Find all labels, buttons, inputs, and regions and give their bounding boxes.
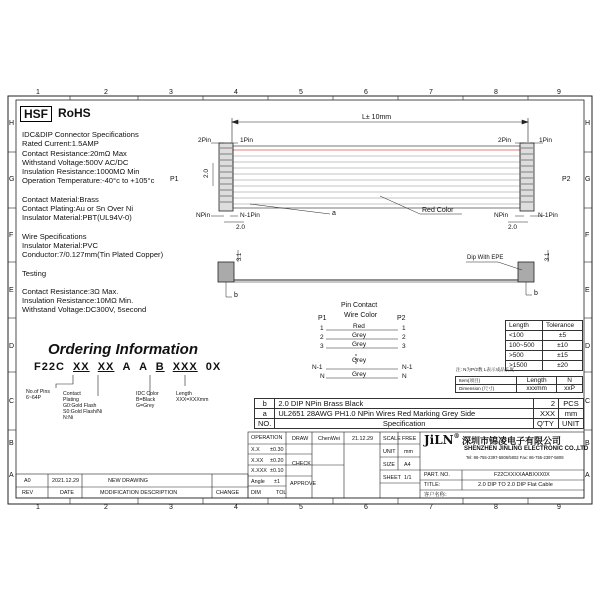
label-p1-2pin: 2Pin (198, 137, 212, 144)
tb-xxxx-tol: ±0.10 (270, 468, 284, 474)
row-label: B (9, 440, 14, 447)
note-line: 注: N为P/2数 L表示成品长度 (456, 367, 514, 372)
table-header: Specification (275, 419, 534, 429)
spec-line: Insulation Resistance:10MΩ Min. (22, 296, 134, 306)
table-cell: xxxmm (517, 385, 557, 393)
table-header: NO. (255, 419, 275, 429)
table-header: Length (506, 321, 543, 331)
code-part: B (155, 361, 165, 373)
row-label: A (9, 472, 14, 479)
pin-right: 3 (402, 343, 406, 350)
col-label: 7 (429, 504, 433, 511)
tb-sheet-val: 1/1 (404, 475, 412, 481)
spec-line: Insulator Material:PBT(UL94V-0) (22, 213, 132, 223)
tb-scale: SCALE (383, 436, 401, 442)
col-label: 1 (36, 504, 40, 511)
tb-drawer: ChenWei (318, 436, 341, 442)
row-label: H (585, 120, 591, 127)
col-label: 9 (557, 89, 561, 96)
bom-id: a (255, 409, 275, 419)
table-cell: N (557, 377, 583, 385)
drawing-title: 2.0 DIP TO 2.0 DIP Flat Cable (478, 482, 553, 488)
row-label: G (585, 176, 591, 183)
pin-left: 2 (320, 334, 324, 341)
row-label: C (585, 398, 591, 405)
label-p1: P1 (170, 176, 179, 183)
wire-color: Red (353, 323, 365, 330)
spec-line: IDC&DIP Connector Specifications (22, 130, 139, 139)
col-label: 8 (494, 89, 498, 96)
bom-id: b (255, 399, 275, 409)
table-header: Q'TY (534, 419, 559, 429)
legend-color: IDC Color B=Black G=Grey (136, 391, 159, 409)
col-label: 9 (557, 504, 561, 511)
wire-color: Grey (352, 332, 367, 339)
tb-unit: UNIT (383, 449, 396, 455)
rev-date: 2021.12.29 (52, 478, 79, 484)
table-cell: Length (517, 377, 557, 385)
table-cell: Dimension (尺寸) (456, 385, 517, 393)
code-part: XX (72, 361, 90, 373)
spec-line: Testing (22, 268, 47, 278)
row-label: A (585, 472, 590, 479)
bom-unit: PCS (559, 399, 584, 409)
spec-line: Insulation Resistance:1000MΩ Min (22, 167, 140, 177)
wire-color: Grey (352, 357, 367, 364)
pin-left: 1 (320, 325, 324, 332)
label-dip-with-epe: Dip With EPE (467, 255, 504, 261)
bom-desc: UL2651 28AWG PH1.0 NPin Wires Red Marking Grey Side (275, 409, 534, 419)
rev-header: REV (22, 490, 34, 496)
rev-header: DIM (251, 490, 261, 496)
code-part: XXX (172, 361, 198, 373)
tb-draw: DRAW (292, 436, 309, 442)
label-b-left: b (234, 292, 238, 299)
pin-right: 1 (402, 325, 406, 332)
dim-length: L± 10mm (362, 114, 392, 121)
part-no-label: PART. NO. (424, 472, 450, 478)
col-label: 4 (234, 504, 238, 511)
dim-pitch-bottom-right: 2.0 (508, 224, 518, 231)
company-logo: JiLN® (424, 433, 460, 447)
tb-size: SIZE (383, 462, 395, 468)
label-p2-2pin: 2Pin (498, 137, 512, 144)
col-label: 3 (169, 89, 173, 96)
legend-pins: No.of Pins 6~64P (26, 389, 50, 401)
code-part: 0X (205, 361, 222, 373)
spec-line: Operation Temperature:-40°c to +105°c (22, 176, 155, 186)
row-label: F (585, 232, 590, 239)
col-label: 5 (299, 89, 303, 96)
label-b-right: b (534, 290, 538, 297)
spec-line: Insulator Material:PVC (22, 240, 98, 250)
rev-desc: NEW DRAWING (108, 478, 148, 484)
pin-left: N-1 (312, 364, 323, 371)
tb-free: FREE (402, 436, 417, 442)
table-cell: 100~500 (506, 341, 543, 351)
table-cell: ±5 (542, 331, 582, 341)
code-part: A (139, 361, 148, 373)
table-cell: <100 (506, 331, 543, 341)
rev-header: MODIFICATION DESCRIPTION (100, 490, 178, 496)
spec-line: Withstand Voltage:DC300V, 5second (22, 305, 147, 315)
spec-line: Contact Resistance:20mΩ Max (22, 148, 127, 158)
tb-size-val: A4 (404, 462, 411, 468)
ordering-title: Ordering Information (48, 341, 198, 358)
dim-height-right: 3.1 (545, 252, 552, 262)
dim-height-left: 3.1 (237, 252, 244, 262)
bom-qty: 2 (534, 399, 559, 409)
pinout-title-2: Wire Color (344, 312, 378, 319)
label-p2-1pin: 1Pin (539, 137, 553, 144)
hsf-badge: HSF (20, 106, 52, 122)
pinout-p2: P2 (397, 315, 406, 322)
col-label: 5 (299, 504, 303, 511)
label-p1-1pin: 1Pin (240, 137, 254, 144)
spec-line: Contact Plating:Au or Sn Over Ni (22, 204, 134, 214)
rev-header: CHANGE (216, 490, 240, 496)
col-label: 3 (169, 504, 173, 511)
dim-pitch-left: 2.0 (203, 168, 211, 179)
bom-desc: 2.0 DIP NPin Brass Black (275, 399, 534, 409)
code-part: F22C (34, 361, 65, 373)
label-red-color: Red Color (422, 207, 454, 214)
tb-operation: OPERATION (251, 435, 283, 441)
table-cell: xxP (557, 385, 583, 393)
rev-a0: A0 (24, 478, 31, 484)
col-label: 2 (104, 89, 108, 96)
part-no: F22CXXXXAABXXX0X (494, 472, 550, 478)
row-label: E (9, 287, 14, 294)
row-label: D (585, 343, 591, 350)
row-label: E (585, 287, 590, 294)
pin-right: N-1 (402, 364, 413, 371)
row-label: D (9, 343, 15, 350)
col-label: 6 (364, 504, 368, 511)
row-label: B (585, 440, 590, 447)
legend-contact: Contact Plating G0:Gold Flash S0:Gold Flash/Ni N:Ni (63, 391, 103, 421)
tb-angle: Angle (251, 479, 265, 485)
dim-pitch-bottom-left: 2.0 (236, 224, 246, 231)
tb-unit-val: mm (404, 449, 413, 455)
legend-length: Length XXX=XXXmm (176, 391, 209, 403)
wire-color: Grey (352, 371, 367, 378)
tb-angle-tol: ±1 (274, 479, 280, 485)
spec-line: Conductor:7/0.127mm(Tin Plated Copper) (22, 250, 164, 260)
code-part: XX (97, 361, 115, 373)
rev-header: DATE (60, 490, 74, 496)
tb-xx: X.X (251, 447, 260, 453)
company-name-cn: 深圳市锦凌电子有限公司 (462, 436, 562, 446)
rohs-label: RoHS (58, 106, 91, 120)
col-label: 7 (429, 89, 433, 96)
col-label: 4 (234, 89, 238, 96)
row-label: C (9, 398, 15, 405)
tb-xxx: X.XX (251, 458, 264, 464)
label-p2: P2 (562, 176, 571, 183)
tb-date: 21.12.29 (352, 436, 373, 442)
label-wire-a: a (332, 210, 336, 217)
spec-line: Contact Material:Brass (22, 194, 99, 204)
tb-approve: APPROVE (290, 481, 317, 487)
tb-sheet: SHEET (383, 475, 401, 481)
pinout-p1: P1 (318, 315, 327, 322)
bom-qty: XXX (534, 409, 559, 419)
rev-header: TOL (276, 490, 287, 496)
tb-xxx-tol: ±0.20 (270, 458, 284, 464)
title-label: TITLE: (424, 482, 441, 488)
row-label: H (9, 120, 15, 127)
table-cell: ±15 (542, 351, 582, 361)
table-header: UNIT (559, 419, 584, 429)
col-label: 6 (364, 89, 368, 96)
row-label: G (9, 176, 15, 183)
table-cell: >500 (506, 351, 543, 361)
company-name-en: SHENZHEN JINLING ELECTRONIC CO.,LTD (464, 446, 589, 452)
company-tel: Tel: 86-755-2397-5806/5802 Fax: 86-755-2397-5808 (466, 455, 564, 460)
tb-xxxx: X.XXX (251, 468, 267, 474)
tb-check: CHECK (292, 461, 311, 467)
label-p1-n1pin: N-1Pin (240, 212, 260, 219)
wire-color: Grey (352, 341, 367, 348)
col-label: 1 (36, 89, 40, 96)
label-p2-n1pin: N-1Pin (538, 212, 558, 219)
table-cell: Item(项目) (456, 377, 517, 385)
row-label: F (9, 232, 14, 239)
pin-left: 3 (320, 343, 324, 350)
bom-unit: mm (559, 409, 584, 419)
table-header: Tolerance (542, 321, 582, 331)
pinout-title-1: Pin Contact (341, 302, 378, 309)
pin-left: N (320, 373, 325, 380)
spec-line: Withstand Voltage:500V AC/DC (22, 157, 129, 167)
tb-xx-tol: ±0.30 (270, 447, 284, 453)
spec-line: Rated Current:1.5AMP (22, 139, 99, 149)
col-label: 2 (104, 504, 108, 511)
spec-line: Contact Resistance:3Ω Max. (22, 286, 119, 296)
label-p1-npin: NPin (196, 212, 211, 219)
table-cell: ±20 (542, 361, 582, 371)
spec-line: Wire Specifications (22, 231, 87, 241)
col-label: 8 (494, 504, 498, 511)
customer-label: 客户名称： (424, 492, 450, 498)
label-p2-npin: NPin (494, 212, 509, 219)
table-cell: >1500 (506, 361, 543, 371)
pin-right: 2 (402, 334, 406, 341)
pin-right: N (402, 373, 407, 380)
table-cell: ±10 (542, 341, 582, 351)
code-part: A (122, 361, 132, 373)
